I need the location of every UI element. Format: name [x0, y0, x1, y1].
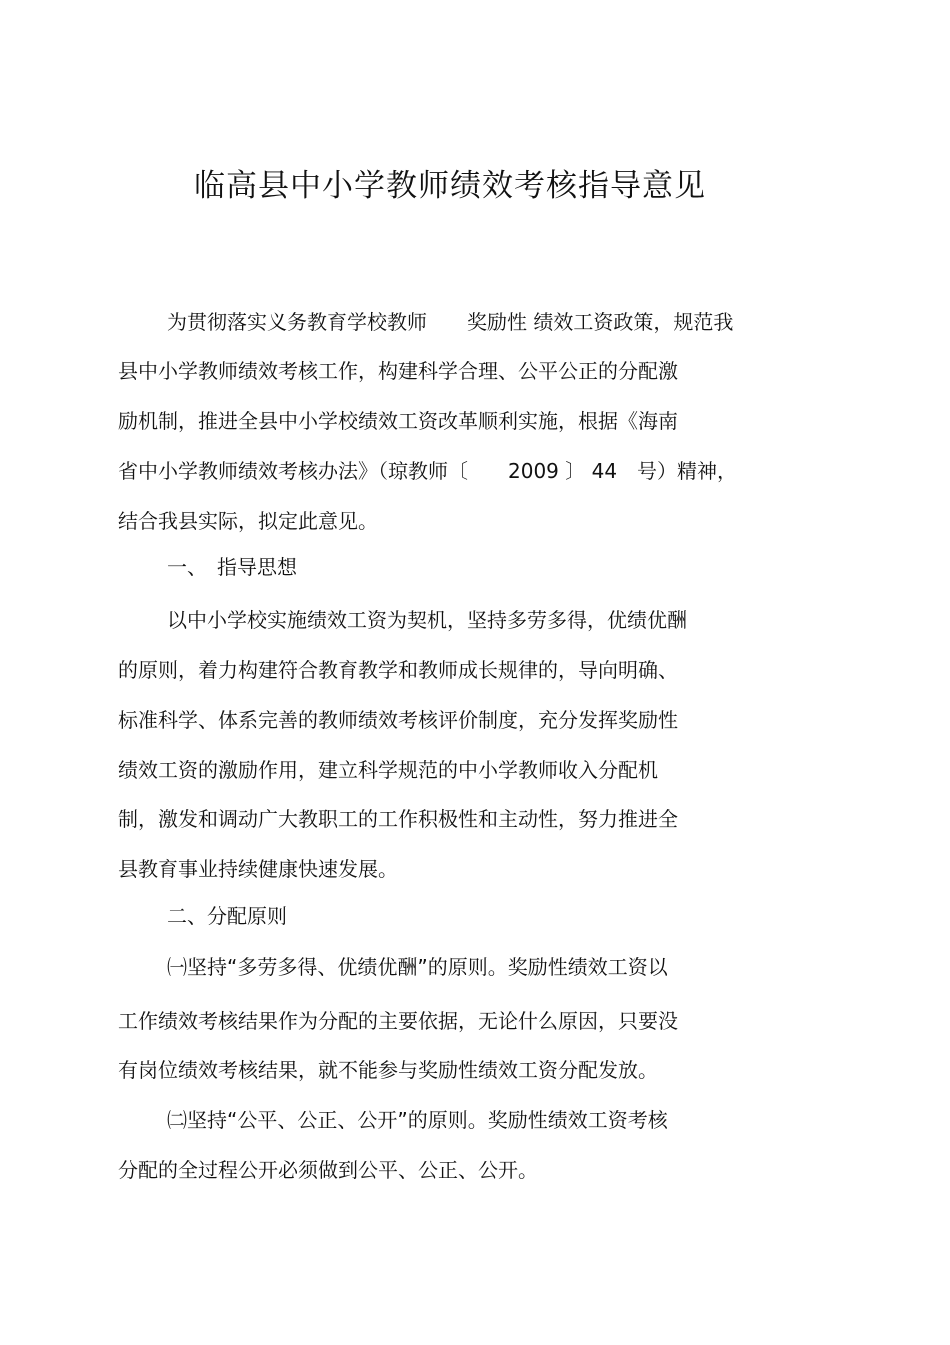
paragraph-line: 以中小学校实施绩效工资为契机，坚持多劳多得，优绩优酬 [167, 608, 687, 632]
paragraph-line: 省中小学教师绩效考核办法》（琼教师〔 2009 〕 44 号）精神， [118, 459, 738, 483]
paragraph-line: 工作绩效考核结果作为分配的主要依据，无论什么原因，只要没 [118, 1009, 678, 1033]
paragraph-line: ㈠坚持“多劳多得、优绩优酬”的原则。奖励性绩效工资以 [167, 955, 668, 979]
document-title: 临高县中小学教师绩效考核指导意见 [194, 168, 706, 204]
paragraph-line: 励机制，推进全县中小学校绩效工资改革顺利实施，根据《海南 [118, 409, 678, 433]
section-heading: 一、 指导思想 [167, 555, 297, 579]
paragraph-line: 标准科学、体系完善的教师绩效考核评价制度，充分发挥奖励性 [118, 708, 678, 732]
paragraph-line: 有岗位绩效考核结果，就不能参与奖励性绩效工资分配发放。 [118, 1058, 658, 1082]
paragraph-line: 绩效工资的激励作用，建立科学规范的中小学教师收入分配机 [118, 758, 658, 782]
paragraph-line: 县教育事业持续健康快速发展。 [118, 857, 398, 881]
paragraph-line: ㈡坚持“公平、公正、公开”的原则。奖励性绩效工资考核 [167, 1108, 668, 1132]
section-heading: 二、分配原则 [167, 904, 287, 928]
paragraph-line: 结合我县实际，拟定此意见。 [118, 509, 378, 533]
paragraph-line: 为贯彻落实义务教育学校教师 奖励性 绩效工资政策，规范我 [167, 310, 734, 334]
paragraph-line: 的原则，着力构建符合教育教学和教师成长规律的，导向明确、 [118, 658, 678, 682]
paragraph-line: 制，激发和调动广大教职工的工作积极性和主动性，努力推进全 [118, 807, 678, 831]
paragraph-line: 分配的全过程公开必须做到公平、公正、公开。 [118, 1158, 538, 1182]
paragraph-line: 县中小学教师绩效考核工作，构建科学合理、公平公正的分配激 [118, 359, 678, 383]
